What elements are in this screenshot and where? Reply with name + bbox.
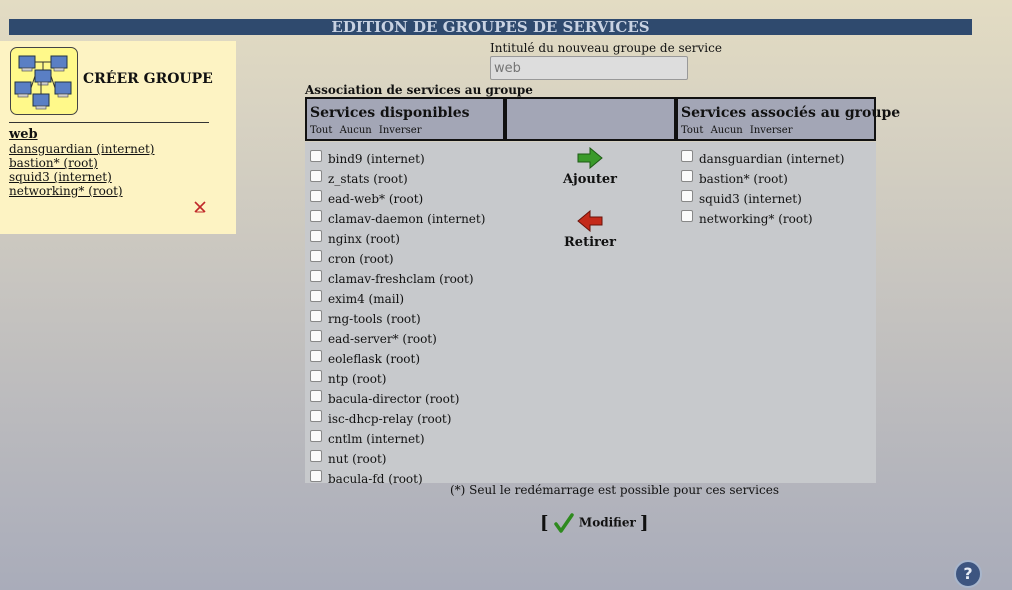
- service-label: cron (root): [328, 252, 394, 266]
- associated-selection-links: [681, 125, 796, 136]
- restart-footnote: (*) Seul le redémarrage est possible pour ces services: [450, 483, 779, 497]
- service-checkbox[interactable]: [310, 250, 322, 262]
- modify-button[interactable]: [540, 512, 649, 534]
- group-name-input[interactable]: [490, 56, 688, 80]
- group-sidebar: [0, 41, 236, 234]
- associated-invert-link[interactable]: Inverser: [749, 125, 793, 136]
- service-checkbox[interactable]: [310, 370, 322, 382]
- available-select-none-link[interactable]: Aucun: [339, 125, 372, 136]
- service-checkbox[interactable]: [310, 350, 322, 362]
- service-checkbox[interactable]: [310, 170, 322, 182]
- service-checkbox[interactable]: [310, 330, 322, 342]
- service-checkbox[interactable]: [681, 170, 693, 182]
- group-link-dansguardian[interactable]: dansguardian (internet): [9, 142, 155, 156]
- service-checkbox[interactable]: [681, 150, 693, 162]
- service-checkbox[interactable]: [310, 450, 322, 462]
- arrow-right-icon: [577, 147, 603, 169]
- available-services-title: Services disponibles: [310, 105, 470, 121]
- service-label: ead-web* (root): [328, 192, 424, 206]
- checkmark-icon: [553, 512, 575, 534]
- service-checkbox[interactable]: [681, 190, 693, 202]
- page-title: EDITION DE GROUPES DE SERVICES: [9, 19, 972, 35]
- service-label: networking* (root): [699, 212, 813, 226]
- service-label: cntlm (internet): [328, 432, 425, 446]
- actions-column: [505, 142, 676, 483]
- service-label: bind9 (internet): [328, 152, 425, 166]
- service-label: ead-server* (root): [328, 332, 437, 346]
- service-label: eoleflask (root): [328, 352, 421, 366]
- group-name-label: Intitulé du nouveau groupe de service: [490, 41, 722, 55]
- service-checkbox[interactable]: [681, 210, 693, 222]
- service-label: z_stats (root): [328, 172, 408, 186]
- group-link-bastion[interactable]: bastion* (root): [9, 156, 98, 170]
- remove-button[interactable]: [505, 210, 675, 250]
- service-checkbox[interactable]: [310, 230, 322, 242]
- associated-select-none-link[interactable]: Aucun: [710, 125, 743, 136]
- service-checkbox[interactable]: [310, 410, 322, 422]
- available-services-list: [305, 142, 505, 486]
- service-label: nut (root): [328, 452, 387, 466]
- service-label: ntp (root): [328, 372, 387, 386]
- service-label: squid3 (internet): [699, 192, 802, 206]
- available-invert-link[interactable]: Inverser: [378, 125, 422, 136]
- service-checkbox[interactable]: [310, 150, 322, 162]
- create-group-label: CRÉER GROUPE: [83, 71, 213, 87]
- service-label: clamav-daemon (internet): [328, 212, 486, 226]
- service-checkbox[interactable]: [310, 390, 322, 402]
- service-checkbox[interactable]: [310, 290, 322, 302]
- group-link-squid3[interactable]: squid3 (internet): [9, 170, 112, 184]
- delete-group-icon[interactable]: [193, 199, 207, 213]
- service-label: bacula-fd (root): [328, 472, 423, 486]
- service-checkbox[interactable]: [310, 190, 322, 202]
- service-checkbox[interactable]: [310, 310, 322, 322]
- sidebar-divider: [9, 122, 209, 123]
- service-label: clamav-freshclam (root): [328, 272, 474, 286]
- service-label: nginx (root): [328, 232, 400, 246]
- group-link-networking[interactable]: networking* (root): [9, 184, 123, 198]
- available-services-header: [305, 97, 505, 141]
- arrow-left-icon: [577, 210, 603, 232]
- service-label: bacula-director (root): [328, 392, 460, 406]
- available-select-all-link[interactable]: Tout: [310, 125, 333, 136]
- association-label: Association de services au groupe: [305, 83, 533, 97]
- associated-services-header: [676, 97, 901, 141]
- network-group-icon: [10, 47, 78, 115]
- service-checkbox[interactable]: [310, 430, 322, 442]
- group-list: [9, 128, 154, 198]
- actions-header: [505, 97, 676, 141]
- add-button-label: Ajouter: [562, 172, 618, 187]
- help-icon[interactable]: ?: [954, 560, 982, 588]
- bracket-close: ]: [640, 512, 649, 534]
- modify-button-label: Modifier: [578, 515, 636, 530]
- service-label: rng-tools (root): [328, 312, 421, 326]
- service-checkbox[interactable]: [310, 210, 322, 222]
- associated-services-list: [676, 142, 876, 483]
- service-label: dansguardian (internet): [699, 152, 845, 166]
- service-label: isc-dhcp-relay (root): [328, 412, 452, 426]
- add-button[interactable]: [505, 147, 675, 187]
- service-label: exim4 (mail): [328, 292, 405, 306]
- available-selection-links: [310, 125, 425, 136]
- service-checkbox[interactable]: [310, 470, 322, 482]
- group-link-web[interactable]: web: [9, 127, 38, 142]
- associated-select-all-link[interactable]: Tout: [681, 125, 704, 136]
- associated-services-title: Services associés au groupe: [681, 105, 901, 121]
- bracket-open: [: [540, 512, 549, 534]
- service-checkbox[interactable]: [310, 270, 322, 282]
- remove-button-label: Retirer: [564, 235, 616, 250]
- service-label: bastion* (root): [699, 172, 788, 186]
